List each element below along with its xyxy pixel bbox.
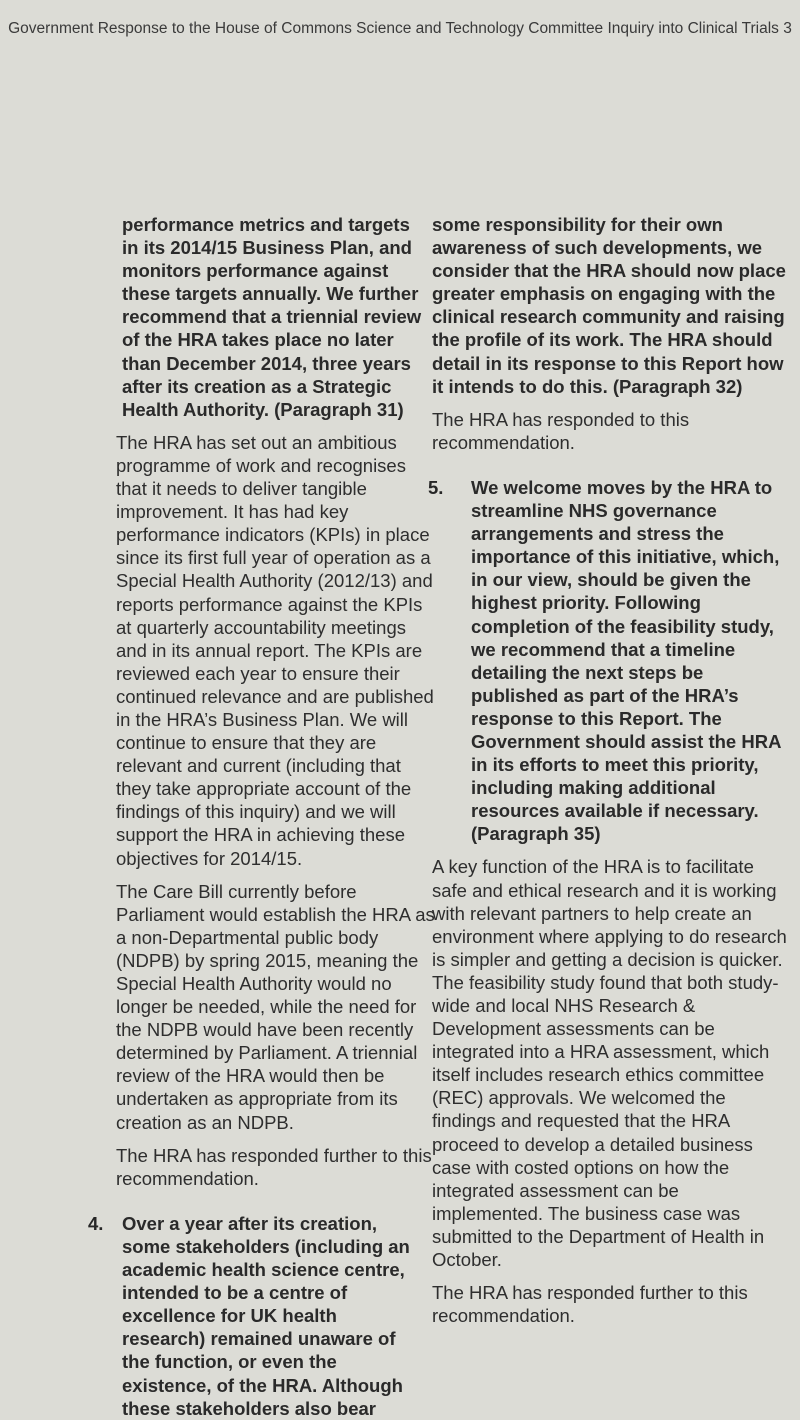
- recommendation-4-continuation: some responsibility for their own awareness of such developments, we consider that the HRA should now place greater emphasis on engaging with the clinical research community and raising the profile of its work. The HRA should detail in its response to this Report how it intends to do this. (Paragraph 32): [432, 214, 786, 397]
- response-paragraph: The HRA has responded further to this recommendation.: [432, 1282, 748, 1327]
- left-column: [88, 213, 435, 1420]
- response-paragraph: The HRA has responded to this recommendation.: [432, 408, 690, 453]
- recommendation-3-continuation: performance metrics and targets in its 2014/15 Business Plan, and monitors performance against these targets annually. We further recommend that a triennial review of the HRA takes place no later than December 2014, three years after its creation as a Strategic Health Authority. (Paragraph 31): [122, 214, 422, 420]
- response-paragraph: A key function of the HRA is to facilitate safe and ethical research and it is working with relevant partners to help create an environment where applying to do research is simpler and getting a decision is quicker. The feasibility study found that both study-wide and local NHS Research & Development assessments can be integrated into a HRA assessment, which itself includes research ethics committee (REC) approvals. We welcomed the findings and requested that the HRA proceed to develop a detailed business case with costed options on how the integrated assessment can be implemented. The business case was submitted to the Department of Health in October.: [432, 856, 787, 1271]
- recommendation-number: 4.: [88, 1212, 104, 1234]
- recommendation-text: We welcome moves by the HRA to streamline NHS governance arrangements and stress the importance of this initiative, which, in our view, should be given the highest priority. Following completion of the feasibility study, we recommend that a timeline detailing the next steps be published as part of the HRA’s response to this Report. The Government should assist the HRA in its efforts to meet this priority, including making additional resources available if necessary. (Paragraph 35): [471, 476, 781, 845]
- recommendation-4: [88, 1212, 422, 1420]
- response-paragraph: The HRA has set out an ambitious programme of work and recognises that it needs to deliver tangible improvement. It has had key performance indicators (KPIs) in place since its first full year of operation as a Special Health Authority (2012/13) and reports performance against the KPIs at quarterly accountability meetings and in its annual report. The KPIs are reviewed each year to ensure their continued relevance and are published in the HRA’s Business Plan. We will continue to ensure that they are relevant and current (including that they take appropriate account of the findings of this inquiry) and we will support the HRA in achieving these objectives for 2014/15.: [116, 431, 434, 869]
- recommendation-text: Over a year after its creation, some stakeholders (including an academic health science centre, intended to be a centre of excellence for UK health research) remained unaware of the function, or even the existence, of the HRA. Although these stakeholders also bear: [122, 1212, 410, 1419]
- recommendation-number: 5.: [428, 476, 444, 498]
- right-column: [428, 213, 792, 1327]
- running-header: [0, 20, 800, 38]
- header-title: Government Response to the House of Commons Science and Technology Committee Inquiry into Clinical Trials: [8, 20, 779, 37]
- page-number: 3: [783, 20, 792, 37]
- response-paragraph: The Care Bill currently before Parliament would establish the HRA as a non-Departmental public body (NDPB) by spring 2015, meaning the Special Health Authority would no longer be needed, while the need for the NDPB would have been recently determined by Parliament. A triennial review of the HRA would then be undertaken as appropriate from its creation as an NDPB.: [116, 880, 435, 1133]
- recommendation-5: [428, 476, 792, 846]
- response-paragraph: The HRA has responded further to this recommendation.: [116, 1144, 432, 1189]
